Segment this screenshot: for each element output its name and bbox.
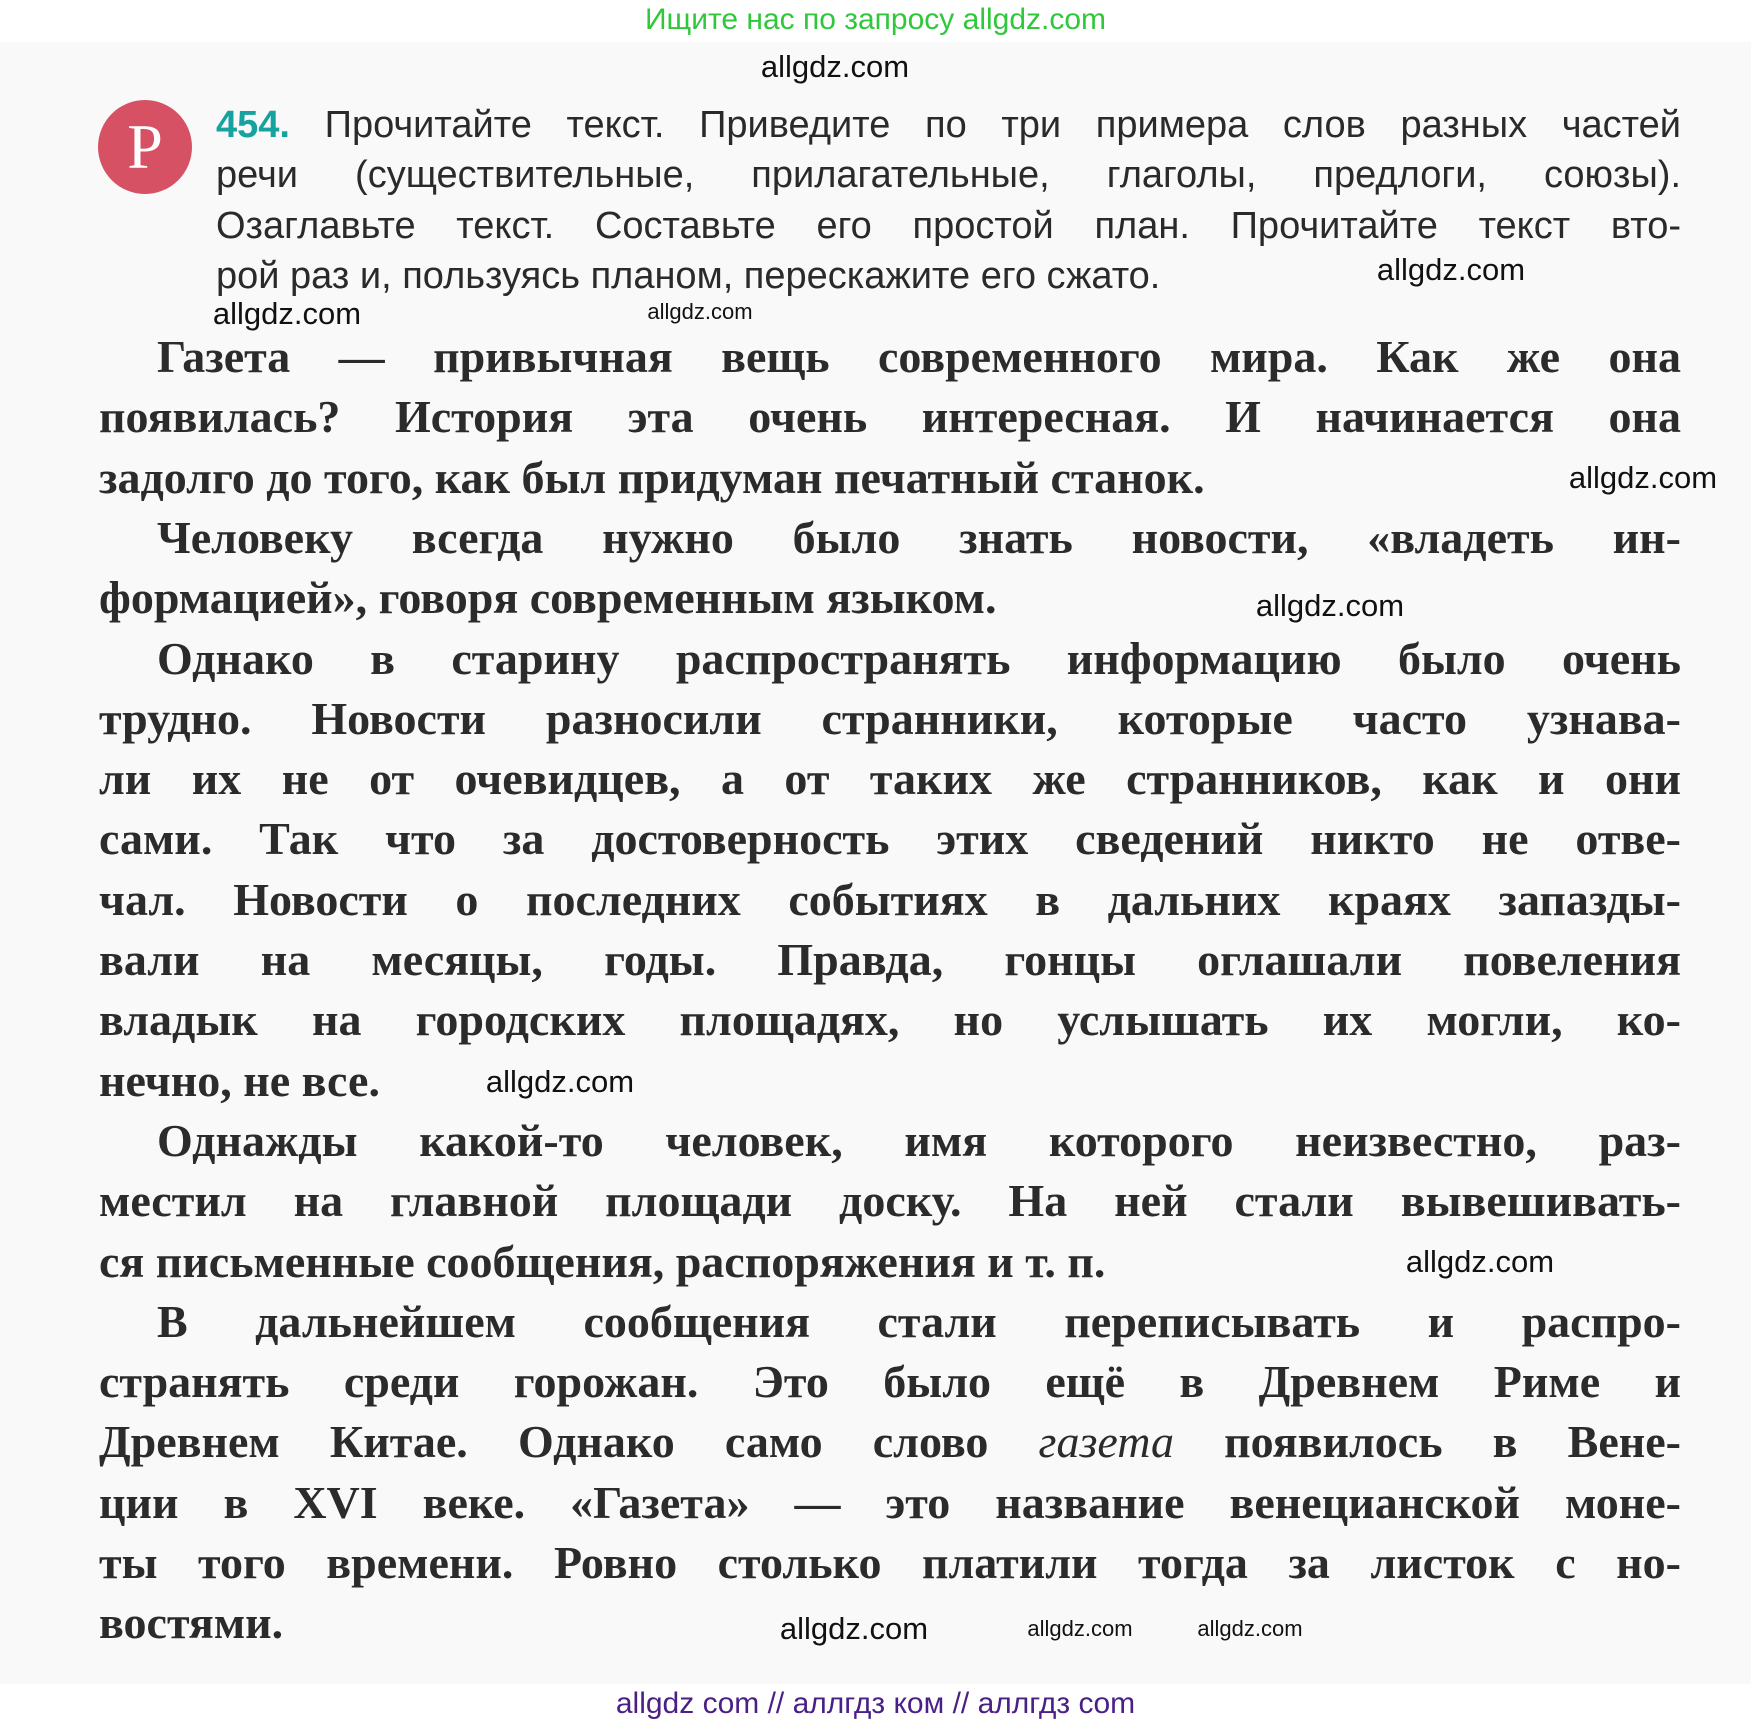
text-line: местил на главной площади доску. На ней стали вывешивать- [99, 1175, 1681, 1227]
watermark-text: allgdz.com [212, 296, 362, 331]
task-line [216, 201, 1681, 251]
text-line: ции в XVI веке. «Газета» — это название венецианской моне- [99, 1476, 1681, 1528]
text-line: Человеку всегда нужно было знать новости, «владеть ин- [157, 511, 1681, 563]
text-line: Однако в старину распространять информацию было очень [157, 632, 1681, 684]
watermark-text: allgdz.com [647, 299, 753, 324]
text-line: Однажды какой-то человек, имя которого неизвестно, раз- [157, 1114, 1681, 1166]
text-line: появилась? История эта очень интересная. И начинается она [99, 391, 1681, 443]
text-line: задолго до того, как был придуман печатный станок. [99, 451, 1205, 503]
footer-links[interactable]: allgdz com // аллгдз ком // аллгдз com [615, 1687, 1136, 1720]
text-line: сами. Так что за достоверность этих сведений никто не отве- [99, 813, 1681, 865]
search-banner[interactable]: Ищите нас по запросу allgdz.com [0, 0, 1751, 42]
task-line-text: Озаглавьте текст. Составьте его простой план. Прочитайте текст вто- [216, 205, 1681, 247]
text-line: востями. [99, 1597, 284, 1649]
text-line [99, 1412, 1681, 1472]
task-line-text: рой раз и, пользуясь планом, перескажите его сжато. [216, 255, 1161, 297]
text-line: чал. Новости о последних событиях в дальних краях запазды- [99, 873, 1681, 925]
speech-development-badge-icon: Р [98, 100, 192, 194]
watermark-text: allgdz.com [485, 1064, 635, 1099]
text-line: вали на месяцы, годы. Правда, гонцы оглашали повеления [99, 934, 1681, 985]
text-line: В дальнейшем сообщения стали переписывать и распро- [157, 1295, 1681, 1347]
task-line [216, 251, 1160, 301]
task-line-text: речи (существительные, прилагательные, глаголы, предлоги, союзы). [216, 154, 1681, 196]
watermark-text: allgdz.com [1405, 1244, 1555, 1279]
task-number: 454. [216, 104, 290, 146]
text-line: трудно. Новости разносили странники, которые часто узнава- [99, 692, 1681, 744]
text-segment: появилось в Вене- [1174, 1416, 1681, 1468]
text-line: ты того времени. Ровно столько платили тогда за листок с но- [99, 1537, 1681, 1588]
task-line [216, 100, 1681, 150]
watermark-text: allgdz.com [1376, 252, 1526, 287]
text-line: нечно, не все. [99, 1054, 380, 1106]
italic-term: газета [1038, 1416, 1174, 1468]
text-line: ся письменные сообщения, распоряжения и т. п. [99, 1235, 1106, 1287]
text-line: странять среди горожан. Это было ещё в Древнем Риме и [99, 1356, 1681, 1408]
watermark-text: allgdz.com [779, 1611, 929, 1646]
watermark-text: allgdz.com [1027, 1616, 1133, 1641]
text-line: ли их не от очевидцев, а от таких же странников, как и они [99, 753, 1681, 805]
watermark-text: allgdz.com [1197, 1616, 1303, 1641]
task-line [216, 150, 1681, 200]
text-line: формацией», говоря современным языком. [99, 572, 997, 624]
watermark-text: allgdz.com [1568, 460, 1718, 495]
watermark-text: allgdz.com [1255, 588, 1405, 623]
task-line-text: Прочитайте текст. Приведите по три примера слов разных частей [324, 104, 1682, 146]
text-line: владык на городских площадях, но услышать их могли, ко- [99, 994, 1681, 1046]
text-line: Газета — привычная вещь современного мира. Как же она [157, 331, 1681, 382]
text-segment: Древнем Китае. Однако само слово [99, 1416, 1039, 1468]
watermark-text: allgdz.com [760, 49, 910, 84]
